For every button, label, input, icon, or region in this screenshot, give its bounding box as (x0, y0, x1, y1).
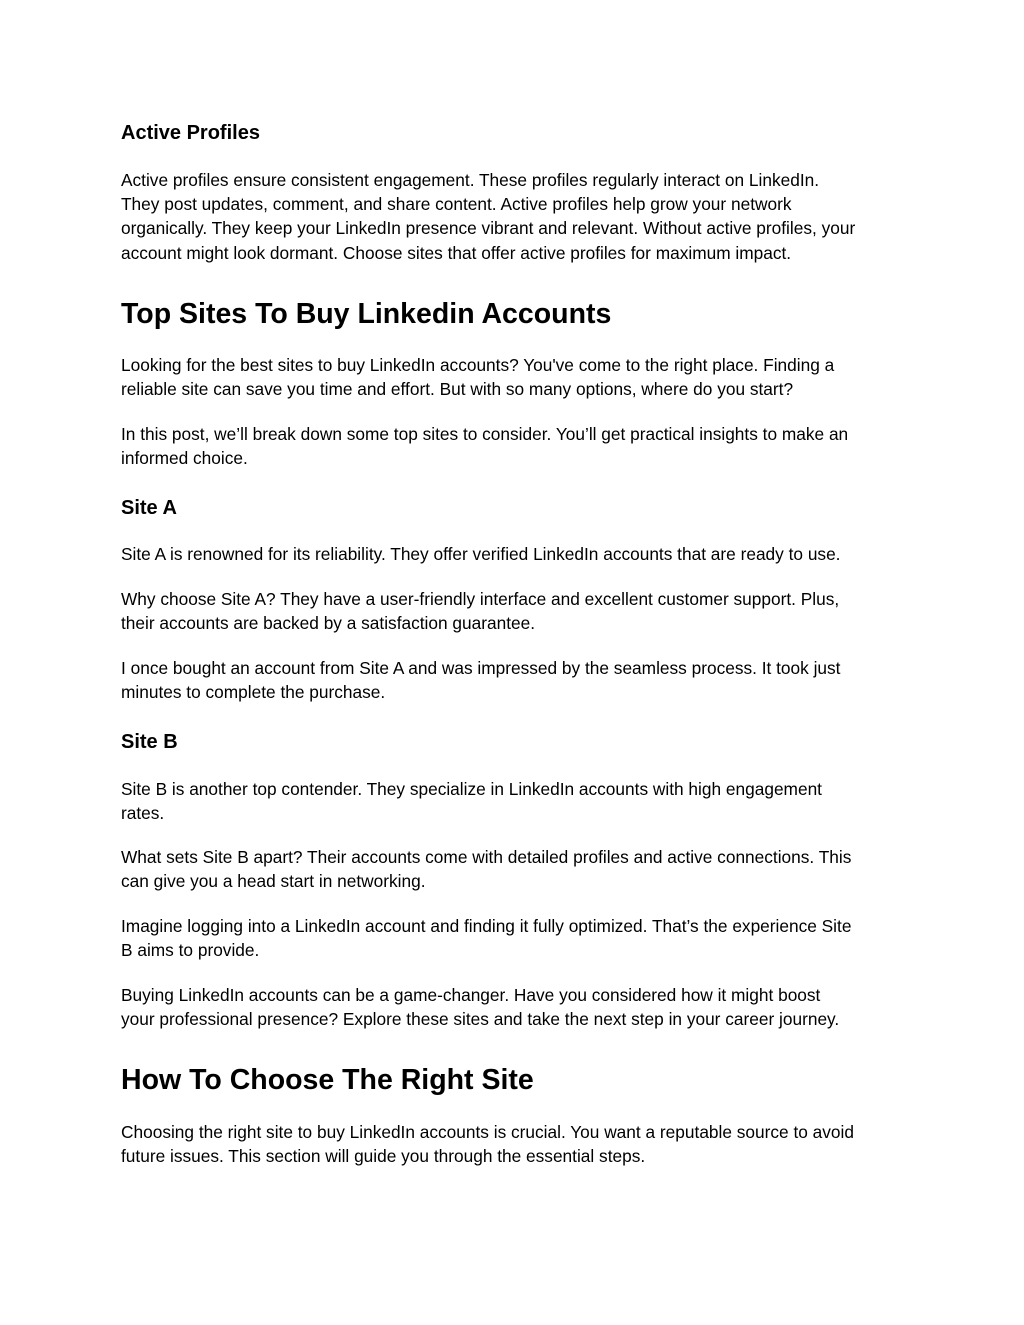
line: rates. (121, 803, 165, 824)
site-b-paragraph-2 (121, 845, 851, 893)
line: future issues. This section will guide you through the essential steps. (121, 1146, 646, 1167)
line: B aims to provide. (121, 940, 260, 961)
top-sites-heading: Top Sites To Buy Linkedin Accounts (121, 298, 612, 330)
line: Site A is renowned for its reliability. They offer verified LinkedIn accounts that are ready to use. (121, 544, 841, 564)
line: What sets Site B apart? Their accounts come with detailed profiles and active connections. This (121, 847, 852, 867)
site-a-paragraph-3 (121, 656, 840, 704)
top-sites-intro-2 (121, 422, 848, 470)
line: can give you a head start in networking. (121, 871, 426, 892)
line: reliable site can save you time and effort. But with so many options, where do you start? (121, 379, 794, 400)
line: their accounts are backed by a satisfaction guarantee. (121, 613, 536, 634)
active-profiles-heading: Active Profiles (121, 122, 260, 144)
site-a-paragraph-1 (121, 542, 840, 566)
line: Imagine logging into a LinkedIn account and finding it fully optimized. That’s the experience Site (121, 916, 852, 936)
line: account might look dormant. Choose sites that offer active profiles for maximum impact. (121, 242, 792, 263)
line: I once bought an account from Site A and was impressed by the seamless process. It took just (121, 658, 841, 678)
site-b-paragraph-3 (121, 914, 851, 962)
line: Buying LinkedIn accounts can be a game-changer. Have you considered how it might boost (121, 985, 821, 1005)
choose-site-heading: How To Choose The Right Site (121, 1064, 534, 1096)
site-a-heading: Site A (121, 497, 177, 519)
site-b-paragraph-1 (121, 777, 822, 825)
line: informed choice. (121, 448, 248, 469)
line: Choosing the right site to buy LinkedIn accounts is crucial. You want a reputable source to avoid (121, 1122, 854, 1142)
active-profiles-paragraph (121, 168, 855, 265)
line: minutes to complete the purchase. (121, 682, 386, 703)
line: They post updates, comment, and share content. Active profiles help grow your network (121, 194, 792, 215)
site-a-paragraph-2 (121, 587, 839, 635)
site-b-heading: Site B (121, 731, 178, 753)
line: Active profiles ensure consistent engagement. These profiles regularly interact on LinkedIn. (121, 170, 820, 190)
line: Why choose Site A? They have a user-friendly interface and excellent customer support. Plus, (121, 589, 840, 609)
line: Site B is another top contender. They specialize in LinkedIn accounts with high engagement (121, 779, 822, 799)
line: Looking for the best sites to buy LinkedIn accounts? You've come to the right place. Finding a (121, 355, 835, 375)
top-sites-intro (121, 353, 834, 401)
choose-site-paragraph (121, 1120, 854, 1168)
line: In this post, we’ll break down some top sites to consider. You’ll get practical insights to make an (121, 424, 849, 444)
line: your professional presence? Explore these sites and take the next step in your career journey. (121, 1009, 840, 1030)
line: organically. They keep your LinkedIn presence vibrant and relevant. Without active profiles, your (121, 218, 856, 239)
site-b-paragraph-4 (121, 983, 839, 1031)
